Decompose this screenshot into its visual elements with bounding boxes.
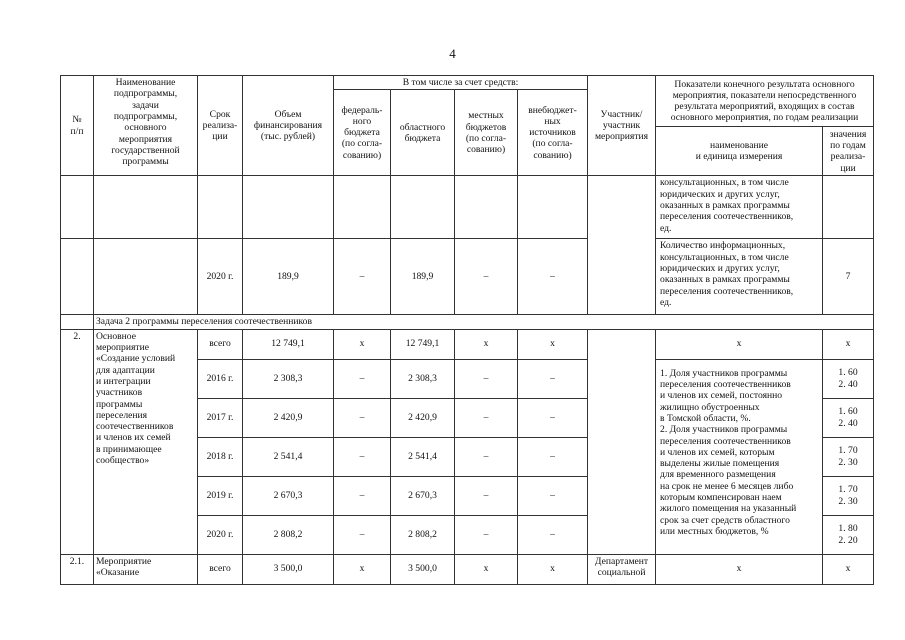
extra-cell: – — [518, 515, 588, 554]
event-name: Основное мероприятие «Создание условий для адаптации и интеграции участников программы переселения соотечественников и членов их семей в принимающее сообщество» — [94, 329, 198, 554]
extra-cell: – — [518, 476, 588, 515]
value-cell: 7 — [823, 239, 874, 315]
federal-cell: – — [334, 515, 391, 554]
regional-cell: 3 500,0 — [391, 554, 455, 584]
federal-cell: – — [334, 239, 391, 315]
event-name: Мероприятие «Оказание — [94, 554, 198, 584]
federal-cell: – — [334, 359, 391, 398]
year-cell: 2019 г. — [198, 476, 243, 515]
cont-participant — [588, 176, 656, 315]
regional-cell: 2 670,3 — [391, 476, 455, 515]
value-cell: 1. 70 2. 30 — [823, 476, 874, 515]
extra-cell: – — [518, 359, 588, 398]
indicator-cell: Количество информационных, консультационных, в том числе юридических и других услуг, оказанных в рамках программы переселения соотечественников, ед. — [656, 239, 823, 315]
local-cell: – — [455, 437, 518, 476]
cont-indicator: консультационных, в том числе юридических и других услуг, оказанных в рамках программы переселения соотечественников, ед. — [656, 176, 823, 239]
federal-cell: – — [334, 476, 391, 515]
federal-cell: – — [334, 398, 391, 437]
extra-cell: – — [518, 239, 588, 315]
local-cell: х — [455, 554, 518, 584]
volume-cell: 2 808,2 — [243, 515, 334, 554]
extra-cell: – — [518, 398, 588, 437]
regional-cell: 2 308,3 — [391, 359, 455, 398]
regional-cell: 2 420,9 — [391, 398, 455, 437]
volume-cell: 2 541,4 — [243, 437, 334, 476]
indicator-cell: 1. Доля участников программы переселения соотечественников и членов их семей, постоянно жилищно обустроенных в Томской области, %. 2. Доля участников программы переселения соотечественников и членов их семей, которым выделены жилые помещения для временного размещения на срок не менее 6 месяцев либо которым компенсирован наем жилого помещения на указанный срок за счет средств областного или местных бюджетов, % — [656, 359, 823, 554]
cont-cell — [455, 176, 518, 239]
task-heading: Задача 2 программы переселения соотечественников — [94, 315, 874, 329]
cont-cell — [823, 176, 874, 239]
federal-cell: х — [334, 329, 391, 359]
value-cell: х — [823, 554, 874, 584]
regional-cell: 2 808,2 — [391, 515, 455, 554]
federal-cell: – — [334, 437, 391, 476]
cont-cell — [61, 176, 94, 239]
volume-cell: 3 500,0 — [243, 554, 334, 584]
value-cell: 1. 60 2. 40 — [823, 359, 874, 398]
header-volume: Объем финансирования (тыс. рублей) — [243, 76, 334, 176]
regional-cell: 189,9 — [391, 239, 455, 315]
cont-cell — [243, 176, 334, 239]
value-cell: 1. 60 2. 40 — [823, 398, 874, 437]
cont-cell — [94, 176, 198, 239]
extra-cell: – — [518, 437, 588, 476]
header-indicators: Показатели конечного результата основного мероприятия, показатели непосредственного результата мероприятий, входящих в состав основного мероприятия, по годам реализации — [656, 76, 874, 127]
volume-cell: 2 670,3 — [243, 476, 334, 515]
year-cell: 2020 г. — [198, 239, 243, 315]
value-cell: 1. 70 2. 30 — [823, 437, 874, 476]
year-cell: 2018 г. — [198, 437, 243, 476]
cont-cell — [198, 176, 243, 239]
empty-cell — [61, 239, 94, 315]
header-extrabudget: внебюджет- ных источников (по согла- сованию) — [518, 90, 588, 176]
header-participant: Участник/ участник мероприятия — [588, 76, 656, 176]
header-federal: федераль- ного бюджета (по согла- сованию) — [334, 90, 391, 176]
year-cell: 2017 г. — [198, 398, 243, 437]
extra-cell: х — [518, 329, 588, 359]
event-num: 2. — [61, 329, 94, 554]
local-cell: – — [455, 359, 518, 398]
federal-cell: х — [334, 554, 391, 584]
participant-cell: Департамент социальной — [588, 554, 656, 584]
local-cell: – — [455, 515, 518, 554]
event-num: 2.1. — [61, 554, 94, 584]
local-cell: – — [455, 398, 518, 437]
indicator-x: х — [656, 554, 823, 584]
local-cell: – — [455, 476, 518, 515]
volume-cell: 189,9 — [243, 239, 334, 315]
indicator-x: х — [656, 329, 823, 359]
empty-cell — [61, 315, 94, 329]
regional-cell: 2 541,4 — [391, 437, 455, 476]
volume-cell: 2 420,9 — [243, 398, 334, 437]
year-cell: 2020 г. — [198, 515, 243, 554]
regional-cell: 12 749,1 — [391, 329, 455, 359]
extra-cell: х — [518, 554, 588, 584]
cont-cell — [334, 176, 391, 239]
participant-cell — [588, 329, 656, 554]
cont-cell — [518, 176, 588, 239]
page-number: 4 — [449, 46, 456, 61]
header-sources: В том числе за счет средств: — [334, 76, 588, 90]
local-cell: – — [455, 239, 518, 315]
year-cell: всего — [198, 554, 243, 584]
volume-cell: 12 749,1 — [243, 329, 334, 359]
header-ind-values: значения по годам реализа- ции — [823, 127, 874, 176]
header-local: местных бюджетов (по согла- сованию) — [455, 90, 518, 176]
header-regional: областного бюджета — [391, 90, 455, 176]
year-cell: всего — [198, 329, 243, 359]
volume-cell: 2 308,3 — [243, 359, 334, 398]
value-cell: 1. 80 2. 20 — [823, 515, 874, 554]
value-cell: х — [823, 329, 874, 359]
year-cell: 2016 г. — [198, 359, 243, 398]
program-table — [60, 75, 874, 585]
header-ind-name: наименование и единица измерения — [656, 127, 823, 176]
cont-cell — [391, 176, 455, 239]
local-cell: х — [455, 329, 518, 359]
header-term: Срок реализа- ции — [198, 76, 243, 176]
header-name: Наименование подпрограммы, задачи подпрограммы, основного мероприятия государственной программы — [94, 76, 198, 176]
header-num: № п/п — [61, 76, 94, 176]
empty-cell — [94, 239, 198, 315]
